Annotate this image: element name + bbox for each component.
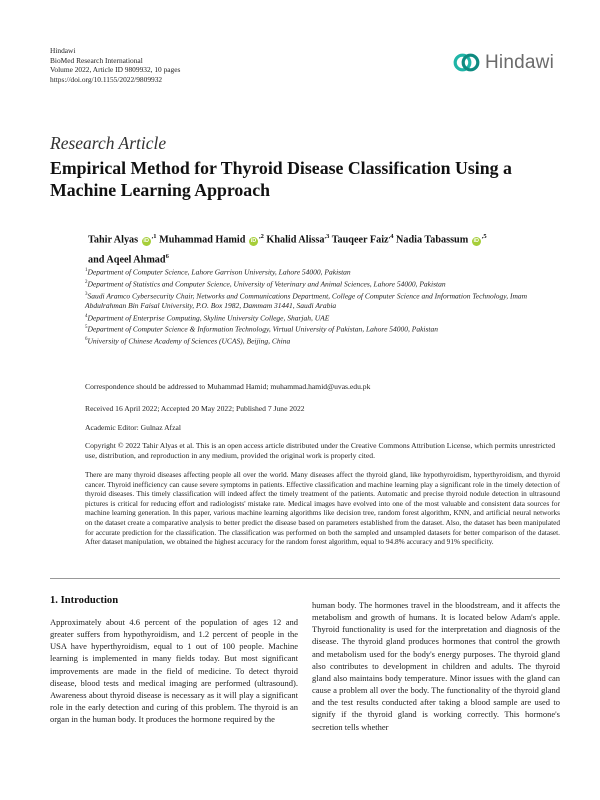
orcid-icon[interactable]: iD — [143, 238, 149, 245]
affiliation-item: $^4$Department of Enterprise Computing, Skyline University College, Sharjah, UAE — [85, 313, 330, 323]
affiliation-item: $^5$Department of Computer Science & Information Technology, Virtual University of Pakistan, Lahore 54000, Pakistan — [85, 324, 439, 334]
author-sup: 1 — [153, 233, 157, 240]
author-sup: 3 — [326, 233, 330, 240]
abstract: There are many thyroid diseases affecting people all over the world. Many diseases affect the thyroid gland, like hypothyroidism, hyperthyroidism, and thyroid cancer. Thyroid inefficiency can cause severe symptoms in patients. Effective classification and machine learning play a significant role in the timely detection of thyroid diseases. This timely classification will indeed affect the timely treatment of the patients. Automatic and precise thyroid nodule detection in ultrasound pictures is critical for reducing effort and radiologists' mistake rate. Medical images have evolved into one of the most valuable and consistent data sources for machine learning generation. In this paper, various machine learning algorithms like decision tree, random forest algorithm, KNN, and artificial neural networks on the dataset create a comparative analysis to better predict the disease based on parameters established from the dataset. Also, the dataset has been manipulated for accurate prediction for the classification. The classification was performed on both the sampled and unsampled datasets for better comparison of the dataset. After dataset manipulation, we obtained the highest accuracy for the random forest algorithm, equal to 94.8% accuracy and 91% specificity. — [85, 470, 560, 547]
affiliation-item: $^3$Saudi Aramco Cybersecurity Chair, Networks and Communications Department, College of Computer Science and Information Technology, Imam Abdulrahman Bin Faisal University, P.O. Box 1982, Dammam 31441, Saudi Arabia — [85, 291, 528, 311]
author-sup: 6 — [165, 253, 169, 261]
paper-title: Empirical Method for Thyroid Disease Classification Using a Machine Learning Approach — [50, 158, 512, 200]
publication-dates: Received 16 April 2022; Accepted 20 May 2022; Published 7 June 2022 — [85, 404, 305, 413]
section-heading: 1. Introduction — [50, 595, 119, 606]
author-name: Tahir Alyas — [88, 234, 139, 246]
hindawi-logo-icon — [453, 49, 480, 76]
affiliations — [85, 266, 565, 347]
logo-text: Hindawi — [485, 51, 554, 73]
author-name: Tauqeer Faiz — [331, 234, 389, 246]
author-name: Muhammad Hamid — [159, 234, 246, 246]
journal-meta — [50, 46, 180, 84]
journal-meta-line: Volume 2022, Article ID 9809932, 10 pages — [50, 65, 181, 75]
author-name: Aqeel Ahmad — [106, 254, 166, 266]
copyright-notice: Copyright © 2022 Tahir Alyas et al. This is an open access article distributed under the Creative Commons Attribution License, which permits unrestricted use, distribution, and reproduction in any medium, provided the original work is properly cited. — [85, 441, 556, 460]
affiliation-item: $^6$University of Chinese Academy of Sciences (UCAS), Beijing, China — [85, 336, 291, 346]
author-sup: 5 — [483, 233, 487, 240]
author-list: Tahir Alyas $iD^{,1}$ Muhammad Hamid $iD^{,2}$ Khalid Alissa$^{,3}$ Tauqeer Faiz$^{,4}$ Nadia Tabassum $iD^{,5}$ and Aqeel Ahmad$^6$ — [88, 233, 487, 266]
author-name: Khalid Alissa — [266, 234, 325, 246]
intro-column-left: Approximately about 4.6 percent of the population of ages 12 and greater suffers from hypothyroidism, and 1.2 percent of people in the USA have hyperthyroidism, equal to 1 out of 100 people. Machine learning is implemented in many fields today. But most significant improvements are made in the field of medicine. To detect thyroid disease, blood tests and medical imaging are performed (ultrasound). Awareness about thyroid disease is necessary as it will play a significant role in the early detection and curing of this problem. The thyroid is an organ in the human body. It produces the hormone required by the — [50, 617, 298, 725]
publisher-logo — [453, 49, 554, 76]
article-type: Research Article — [50, 133, 167, 153]
correspondence: Correspondence should be addressed to Muhammad Hamid; muhammad.hamid@uvas.edu.pk — [85, 382, 371, 391]
orcid-icon[interactable]: iD — [473, 238, 479, 245]
orcid-icon[interactable]: iD — [250, 238, 257, 245]
journal-meta-line: BioMed Research International — [50, 55, 143, 65]
divider — [50, 578, 560, 579]
academic-editor: Academic Editor: Gulnaz Afzal — [85, 423, 181, 432]
doi-link[interactable]: https://doi.org/10.1155/2022/9809932 — [50, 74, 163, 84]
affiliation-item: $^1$Department of Computer Science, Lahore Garrison University, Lahore 54000, Pakistan — [85, 267, 351, 277]
journal-meta-line: Hindawi — [50, 46, 76, 55]
author-sup: 2 — [260, 233, 264, 240]
author-name: Nadia Tabassum — [396, 234, 469, 246]
intro-column-right: human body. The hormones travel in the bloodstream, and it affects the metabolism and growth of humans. It is located below Adam's apple. Thyroid functionality is used for the interpretation and diagnosis of the disease. The thyroid gland produces hormones that control the growth and metabolism used for the body's energy purposes. The thyroid gland also contributes to development in children and adults. The thyroid gland also maintains body temperature. Minor issues with the gland can cause a problem all over the body. The functionality of the thyroid gland and the test results conducted after taking a blood sample are used to signify if the thyroid gland is working correctly. This hormone's secretion tells whether — [312, 600, 560, 732]
affiliation-item: $^2$Department of Statistics and Computer Science, University of Veterinary and Animal Sciences, Lahore 54000, Pakistan — [85, 279, 446, 289]
author-sup: 4 — [390, 233, 394, 240]
